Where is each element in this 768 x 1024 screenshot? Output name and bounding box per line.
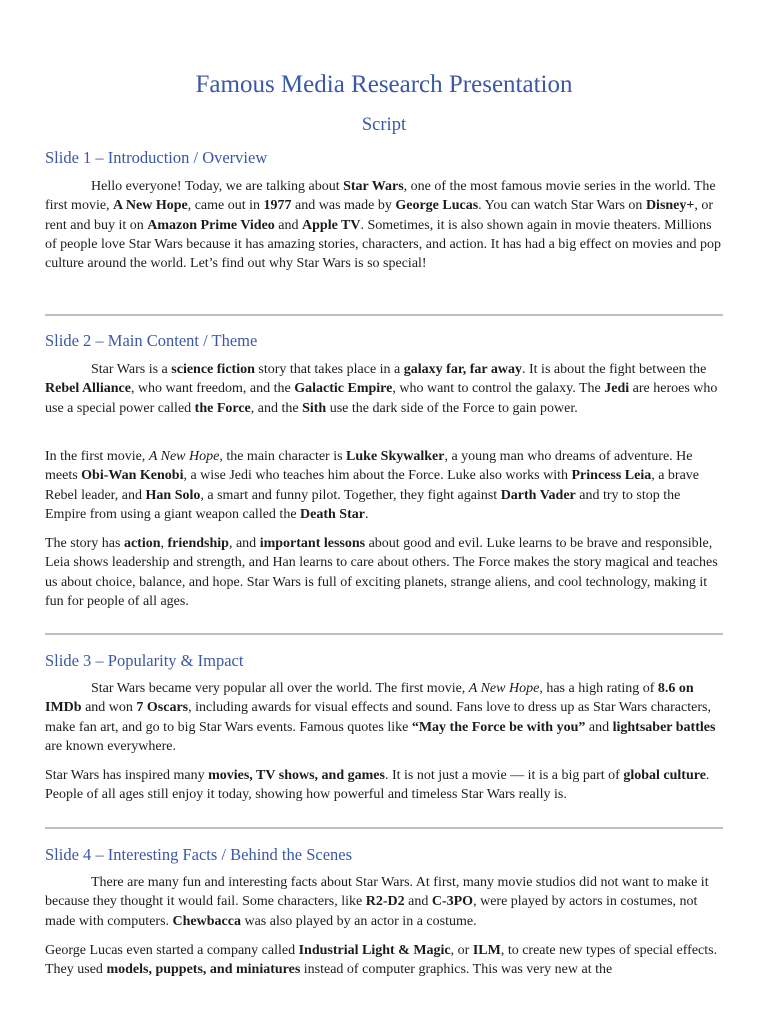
bold-text: Disney+ [645, 198, 695, 214]
text-run: . [364, 506, 369, 522]
text-run: story that takes place in a [254, 362, 404, 377]
bold-text: Jedi [604, 381, 630, 397]
text-run: about good and evil. Luke learns to be brave and responsible, Leia shows leadership and strength, and Han learns to care about others. The Force makes the story magical and teaches us about choice, balance, and hope. Star Wars is full of exciting planets, strange aliens, and cool technology, making it fun for people of all ages. [45, 536, 718, 609]
text-run: use the dark side of the Force to gain power. [326, 400, 578, 416]
text-run: , a smart and funny pilot. Together, they fight against [200, 487, 501, 503]
text-run: There are many fun and interesting facts about Star Wars. At first, many movie studios did not want to make it because they thought it would fail. Some characters, like [45, 875, 709, 910]
paragraph [45, 534, 725, 611]
bold-text: George Lucas [395, 198, 479, 214]
bold-text: lightsaber battles [612, 719, 716, 735]
bold-text: Han Solo [145, 487, 201, 503]
section-heading-slide-1: Slide 1 – Introduction / Overview [45, 148, 268, 167]
bold-text: 8.6 on IMDb [45, 681, 694, 716]
bold-text: action [123, 536, 161, 551]
text-run: are heroes who use a special power called [45, 381, 718, 416]
text-run: Star Wars is a [91, 362, 172, 377]
bold-text: ILM [472, 943, 501, 958]
section-divider [45, 827, 723, 829]
bold-text: friendship [167, 536, 229, 551]
text-run: , and the [250, 400, 303, 416]
text-run: and try to stop the Empire from using a giant weapon called the [45, 487, 681, 522]
paragraph [45, 766, 725, 805]
section-divider [45, 314, 723, 316]
bold-text: Rebel Alliance [45, 381, 131, 397]
bold-text: science fiction [171, 362, 255, 377]
bold-text: R2-D2 [365, 894, 405, 910]
text-run: . People of all ages still enjoy it today, showing how powerful and timeless Star Wars really is. [45, 768, 710, 803]
text-run: and [585, 719, 613, 735]
bold-text: Death Star [300, 506, 365, 522]
text-run: , and [228, 536, 260, 551]
paragraph [45, 873, 725, 931]
text-run: and [404, 894, 432, 910]
text-run: , [160, 536, 168, 551]
paragraph [45, 360, 725, 418]
bold-text: Star Wars [343, 179, 404, 194]
text-run: . It is about the fight between the [522, 362, 707, 377]
text-run: was also played by an actor in a costume. [240, 913, 477, 929]
text-run: , including awards for visual effects and sound. Fans love to dress up as Star Wars characters, make fan art, and go to big Star Wars events. Famous quotes like [45, 700, 711, 735]
bold-text: global culture [623, 768, 706, 783]
bold-text: important lessons [259, 536, 366, 551]
text-run: , or [450, 943, 473, 958]
bold-text: Industrial Light & Magic [298, 943, 451, 958]
section-heading-slide-3: Slide 3 – Popularity & Impact [45, 651, 244, 670]
text-run: . It is not just a movie — it is a big part of [384, 768, 624, 783]
text-run: . You can watch Star Wars on [478, 198, 646, 214]
bold-text: galaxy far, far away [403, 362, 522, 377]
paragraph [45, 941, 725, 980]
bold-text: 1977 [263, 198, 292, 214]
bold-text: “May the Force be with you” [411, 719, 586, 735]
text-run: and was made by [291, 198, 396, 214]
text-run: , the main character is [219, 449, 347, 464]
section-heading-slide-4: Slide 4 – Interesting Facts / Behind the Scenes [45, 845, 353, 864]
bold-text: models, puppets, and miniatures [106, 962, 301, 978]
text-run: George Lucas even started a company called [45, 943, 299, 958]
text-run: . Sometimes, it is also shown again in movie theaters. Millions of people love Star Wars because it has amazing stories, characters, and action. It has had a big effect on movies and pop culture around the world. Let’s find out why Star Wars is so special! [45, 217, 721, 272]
italic-text: A New Hope [468, 681, 540, 696]
text-run: , came out in [187, 198, 264, 214]
bold-text: Apple TV [302, 217, 361, 233]
section-heading-slide-2: Slide 2 – Main Content / Theme [45, 331, 258, 350]
text-run: , one of the most famous movie series in the world. The first movie, [45, 179, 716, 214]
bold-text: Chewbacca [172, 913, 241, 929]
bold-text: Sith [302, 400, 327, 416]
bold-text: C-3PO [431, 894, 474, 910]
bold-text: Galactic Empire [294, 381, 393, 397]
text-run: , a brave Rebel leader, and [45, 468, 700, 503]
text-run: The story has [45, 536, 124, 551]
text-run: , a young man who dreams of adventure. He meets [45, 449, 693, 484]
bold-text: movies, TV shows, and games [208, 768, 385, 783]
text-run: , or rent and buy it on [45, 198, 714, 233]
text-run: , who want freedom, and the [130, 381, 295, 397]
document-subtitle: Script [361, 115, 407, 135]
bold-text: Obi-Wan Kenobi [81, 468, 184, 484]
text-run: , a wise Jedi who teaches him about the Force. Luke also works with [183, 468, 572, 484]
document-title: Famous Media Research Presentation [195, 71, 573, 98]
italic-text: A New Hope [148, 449, 220, 464]
section-divider [45, 633, 723, 635]
text-run: , to create new types of special effects. They used [45, 943, 718, 978]
text-run: Star Wars has inspired many [45, 768, 209, 783]
bold-text: 7 Oscars [136, 700, 189, 716]
paragraph [45, 447, 725, 524]
bold-text: Amazon Prime Video [147, 217, 275, 233]
text-run: instead of computer graphics. This was very new at the [300, 962, 613, 978]
bold-text: Luke Skywalker [346, 449, 445, 464]
text-run: , were played by actors in costumes, not made with computers. [45, 894, 698, 929]
text-run: Star Wars became very popular all over the world. The first movie, [91, 681, 469, 696]
text-run: , has a high rating of [539, 681, 658, 696]
paragraph [45, 177, 725, 273]
bold-text: Princess Leia [571, 468, 652, 484]
bold-text: A New Hope [113, 198, 188, 214]
bold-text: Darth Vader [500, 487, 576, 503]
text-run: , who want to control the galaxy. The [392, 381, 605, 397]
text-run: In the first movie, [45, 449, 149, 464]
bold-text: the Force [194, 400, 251, 416]
text-run: Hello everyone! Today, we are talking about [91, 179, 344, 194]
paragraph [45, 679, 725, 756]
text-run: are known everywhere. [45, 738, 176, 754]
text-run: and won [81, 700, 137, 716]
text-run: and [274, 217, 303, 233]
